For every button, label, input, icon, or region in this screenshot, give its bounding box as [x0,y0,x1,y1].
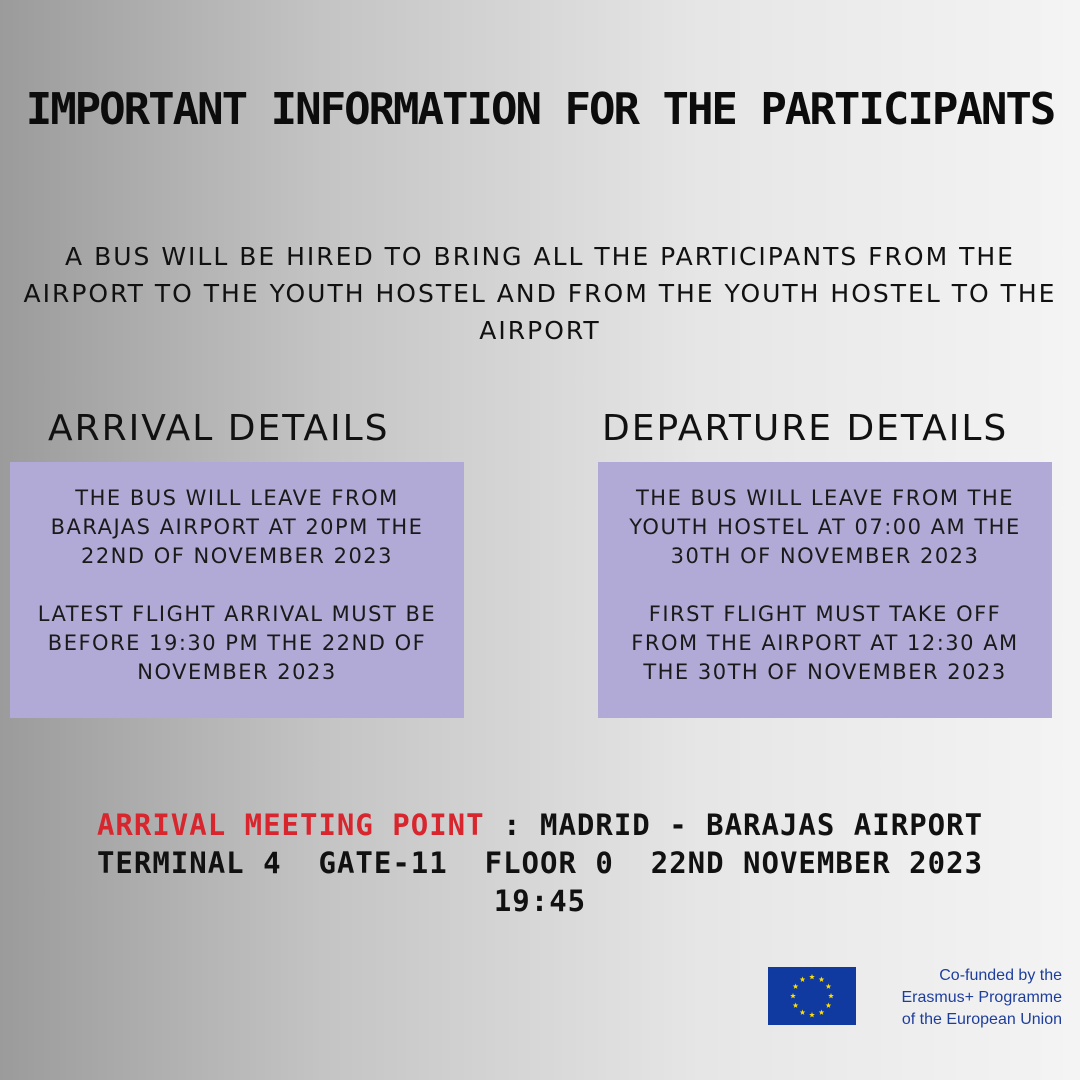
meeting-point-separator: : [484,808,540,842]
page-title: IMPORTANT INFORMATION FOR THE PARTICIPANTS [25,84,1055,135]
meeting-point-label: ARRIVAL MEETING POINT [96,808,485,842]
arrival-heading: ARRIVAL DETAILS [48,408,390,449]
meeting-point-details: TERMINAL 4 GATE-11 FLOOR 0 22ND NOVEMBER 2023 [96,846,984,880]
departure-heading: DEPARTURE DETAILS [602,408,1009,449]
departure-details-box [598,462,1052,718]
arrival-flight-text: LATEST FLIGHT ARRIVAL MUST BE BEFORE 19:30 PM THE 22ND OF NOVEMBER 2023 [37,602,437,684]
departure-bus-text: THE BUS WILL LEAVE FROM THE YOUTH HOSTEL AT 07:00 AM THE 30TH OF NOVEMBER 2023 [629,486,1021,568]
eu-text-line3: of the European Union [901,1011,1062,1028]
departure-flight-text: FIRST FLIGHT MUST TAKE OFF FROM THE AIRPORT AT 12:30 AM THE 30TH OF NOVEMBER 2023 [631,602,1019,684]
arrival-details-box [10,462,464,718]
meeting-point-line1 [0,806,1080,844]
eu-text-line2: Erasmus+ Programme [901,989,1062,1006]
arrival-bus-text: THE BUS WILL LEAVE FROM BARAJAS AIRPORT AT 20PM THE 22ND OF NOVEMBER 2023 [50,486,424,568]
intro-text: A BUS WILL BE HIRED TO BRING ALL THE PARTICIPANTS FROM THE AIRPORT TO THE YOUTH HOSTEL AND FROM THE YOUTH HOSTEL TO THE AIRPORT [23,242,1057,345]
meeting-point [0,806,1080,920]
meeting-point-time: 19:45 [493,884,587,918]
eu-flag-icon [768,967,856,1025]
meeting-point-location: MADRID - BARAJAS AIRPORT [540,808,984,842]
eu-cofunding-text [866,965,1062,1031]
eu-text-line1: Co-funded by the [939,967,1062,984]
